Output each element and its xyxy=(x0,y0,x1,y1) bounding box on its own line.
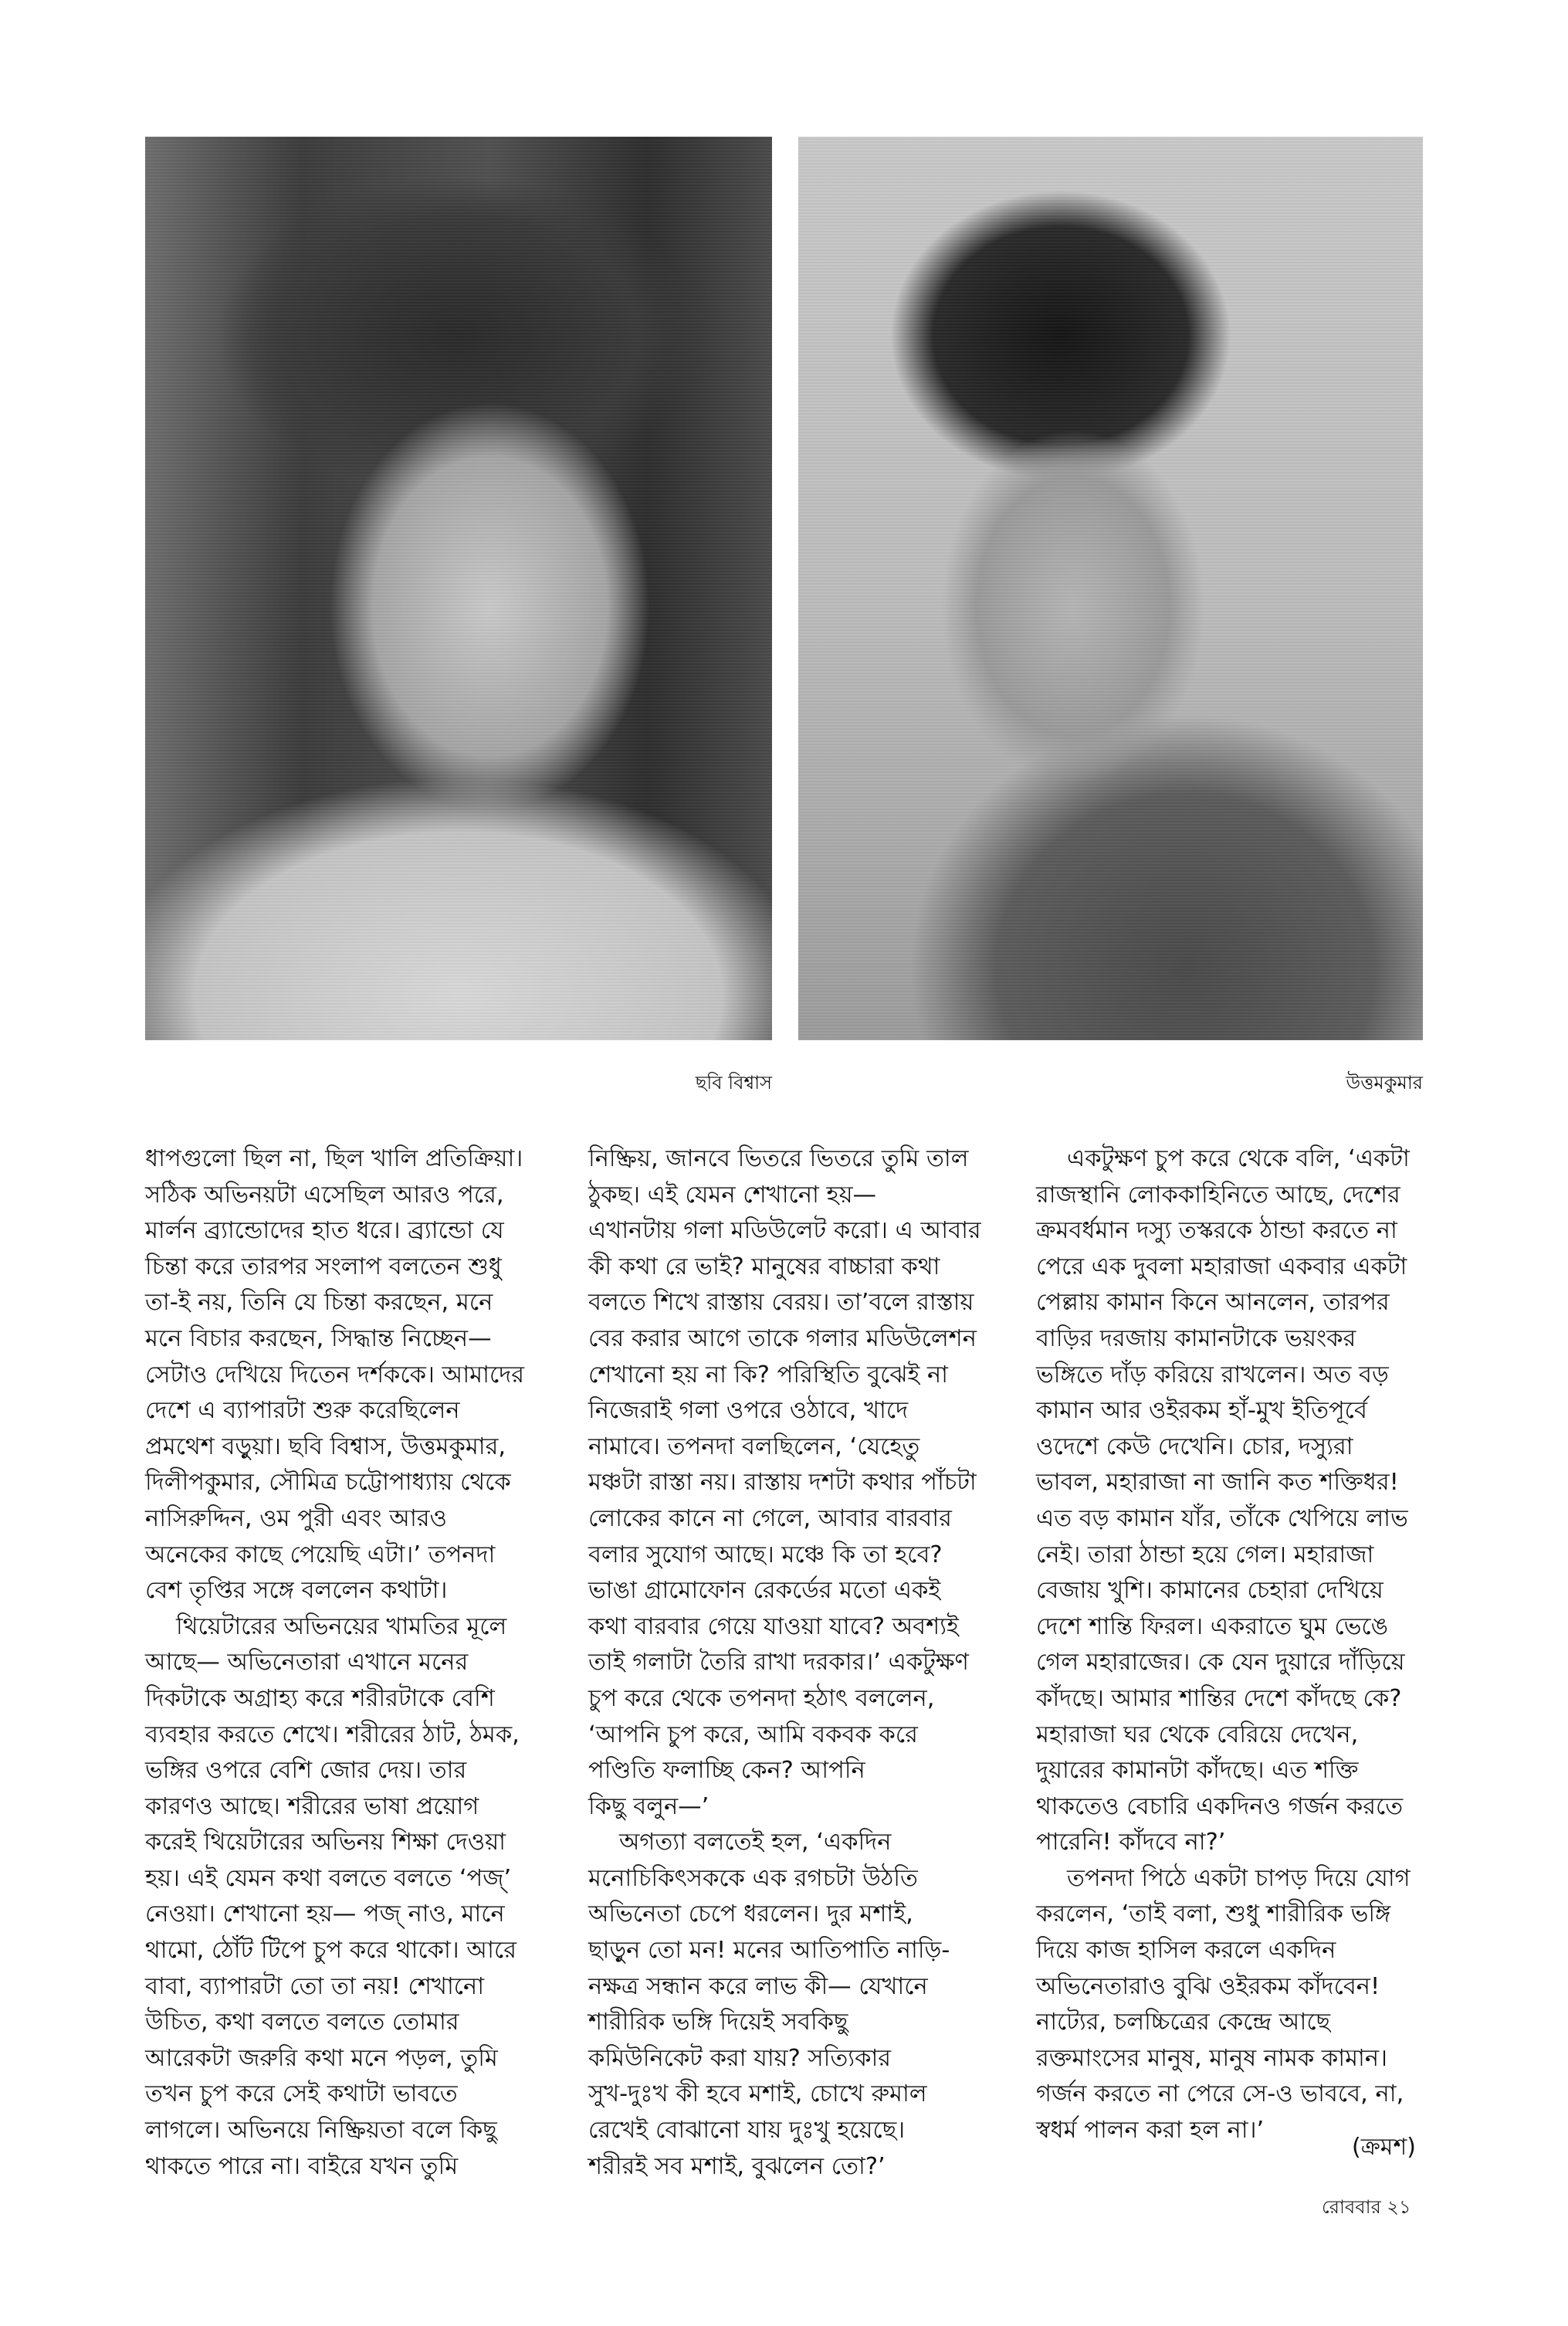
text-line: দিয়ে কাজ হাসিল করলে একদিন xyxy=(1036,1937,1336,1965)
text-line: করেই থিয়েটারের অভিনয় শিক্ষা দেওয়া xyxy=(145,1829,506,1856)
article-column-3 xyxy=(1036,1141,1468,2149)
text-line: নামাবে। তপনদা বলছিলেন, ‘যেহেতু xyxy=(588,1433,920,1460)
text-line: মহারাজা ঘর থেকে বেরিয়ে দেখেন, xyxy=(1036,1721,1359,1748)
text-line: অভিনেতা চেপে ধরলেন। দুর মশাই, xyxy=(588,1900,913,1928)
text-line: থাকতে পারে না। বাইরে যখন তুমি xyxy=(145,2152,459,2180)
text-line: তপনদা পিঠে একটা চাপড় দিয়ে যোগ xyxy=(1067,1864,1411,1892)
text-line: শেখানো হয় না কি? পরিস্থিতি বুঝেই না xyxy=(588,1361,949,1388)
text-line: হয়। এই যেমন কথা বলতে বলতে ‘পজ্’ xyxy=(145,1864,512,1892)
text-line: কামান আর ওইরকম হাঁ-মুখ ইতিপূর্বে xyxy=(1036,1397,1367,1425)
text-line: কমিউনিকেট করা যায়? সত্যিকার xyxy=(588,2044,892,2072)
text-line: ক্রমবর্ধমান দস্যু তস্করকে ঠান্ডা করতে না xyxy=(1036,1217,1397,1245)
text-line: চুপ করে থেকে তপনদা হঠাৎ বললেন, xyxy=(588,1684,935,1712)
text-line: বলার সুযোগ আছে। মঞ্চে কি তা হবে? xyxy=(588,1541,943,1568)
text-line: মার্লন ব্র্যান্ডোদের হাত ধরে। ব্র্যান্ডো যে xyxy=(145,1217,504,1245)
text-line: অগত্যা বলতেই হল, ‘একদিন xyxy=(619,1829,892,1856)
text-line: করলেন, ‘তাই বলা, শুধু শারীরিক ভঙ্গি xyxy=(1036,1900,1391,1928)
photo-texture xyxy=(798,137,1423,1040)
text-line: বেশ তৃপ্তির সঙ্গে বললেন কথাটা। xyxy=(145,1577,448,1605)
text-line: দেশে এ ব্যাপারটা শুরু করেছিলেন xyxy=(145,1397,460,1425)
text-line: বলতে শিখে রাস্তায় বেরয়। তা’বলে রাস্তায় xyxy=(588,1289,974,1317)
text-line: নক্ষত্র সন্ধান করে লাভ কী— যেখানে xyxy=(588,1972,928,2000)
text-line: পেরে এক দুবলা মহারাজা একবার একটা xyxy=(1036,1253,1407,1280)
text-line: রক্তমাংসের মানুষ, মানুষ নামক কামান। xyxy=(1036,2044,1387,2072)
portrait-photo-right xyxy=(798,137,1423,1040)
text-line: পণ্ডিতি ফলাচ্ছি কেন? আপনি xyxy=(588,1757,865,1785)
text-line: ভাঙা গ্রামোফোন রেকর্ডের মতো একই xyxy=(588,1577,941,1605)
page-folio: রোববার ২১ xyxy=(1322,2196,1411,2218)
text-line: নিজেরাই গলা ওপরে ওঠাবে, খাদে xyxy=(588,1397,909,1425)
text-line: রাজস্থানি লোককাহিনিতে আছে, দেশের xyxy=(1036,1181,1400,1209)
text-line: লাগলে। অভিনয়ে নিষ্ক্রিয়তা বলে কিছু xyxy=(145,2117,497,2145)
photo-caption-left: ছবি বিশ্বাস xyxy=(695,1072,772,1093)
text-line: সেটাও দেখিয়ে দিতেন দর্শককে। আমাদের xyxy=(145,1361,525,1388)
text-line: গেল মহারাজের। কে যেন দুয়ারে দাঁড়িয়ে xyxy=(1036,1649,1405,1677)
portrait-photo-left xyxy=(145,137,772,1040)
text-line: পেল্লায় কামান কিনে আনলেন, তারপর xyxy=(1036,1289,1390,1317)
text-line: লোকের কানে না গেলে, আবার বারবার xyxy=(588,1504,952,1532)
continued-label: (ক্রমশ) xyxy=(1352,2134,1416,2161)
text-line: দুয়ারের কামানটা কাঁদছে। এত শক্তি xyxy=(1036,1757,1359,1785)
text-line: পারেনি! কাঁদবে না?’ xyxy=(1036,1829,1226,1856)
text-line: তাই গলাটা তৈরি রাখা দরকার।’ একটুক্ষণ xyxy=(588,1649,969,1677)
text-line: রেখেই বোঝানো যায় দুঃখু হয়েছে। xyxy=(588,2117,906,2145)
text-line: ‘আপনি চুপ করে, আমি বকবক করে xyxy=(588,1721,918,1748)
text-line: প্রমথেশ বড়ুয়া। ছবি বিশ্বাস, উত্তমকুমার, xyxy=(145,1433,506,1460)
text-line: গর্জন করতে না পেরে সে-ও ভাববে, না, xyxy=(1036,2080,1404,2108)
text-line: কথা বারবার গেয়ে যাওয়া যাবে? অবশ্যই xyxy=(588,1612,959,1640)
text-line: কী কথা রে ভাই? মানুষের বাচ্চারা কথা xyxy=(588,1253,940,1280)
text-line: নিষ্ক্রিয়, জানবে ভিতরে ভিতরে তুমি তাল xyxy=(588,1145,969,1172)
text-line: শরীরই সব মশাই, বুঝলেন তো?’ xyxy=(588,2152,886,2180)
text-line: ওদেশে কেউ দেখেনি। চোর, দস্যুরা xyxy=(1036,1433,1353,1460)
article-column-2 xyxy=(588,1141,1021,2185)
text-line: মনে বিচার করছেন, সিদ্ধান্ত নিচ্ছেন— xyxy=(145,1324,492,1352)
text-line: ঠুকছ। এই যেমন শেখানো হয়— xyxy=(588,1181,877,1209)
text-line: আছে— অভিনেতারা এখানে মনের xyxy=(145,1649,469,1677)
text-line: ভাবল, মহারাজা না জানি কত শক্তিধর! xyxy=(1036,1469,1399,1497)
text-line: থিয়েটারের অভিনয়ের খামতির মূলে xyxy=(176,1612,507,1640)
text-line: দিলীপকুমার, সৌমিত্র চট্টোপাধ্যায় থেকে xyxy=(145,1469,511,1497)
text-line: নাসিরুদ্দিন, ওম পুরী এবং আরও xyxy=(145,1504,447,1532)
photo-texture xyxy=(145,137,772,1040)
text-line: ব্যবহার করতে শেখে। শরীরের ঠাট, ঠমক, xyxy=(145,1721,520,1748)
text-line: বাবা, ব্যাপারটা তো তা নয়! শেখানো xyxy=(145,1972,485,2000)
text-line: এখানটায় গলা মডিউলেট করো। এ আবার xyxy=(588,1217,981,1245)
text-line: বেজায় খুশি। কামানের চেহারা দেখিয়ে xyxy=(1036,1577,1383,1605)
text-line: একটুক্ষণ চুপ করে থেকে বলি, ‘একটা xyxy=(1067,1145,1410,1172)
text-line: উচিত, কথা বলতে বলতে তোমার xyxy=(145,2009,459,2036)
text-line: অনেকের কাছে পেয়েছি এটা।’ তপনদা xyxy=(145,1541,496,1568)
text-line: কারণও আছে। শরীরের ভাষা প্রয়োগ xyxy=(145,1792,479,1820)
text-line: বের করার আগে তাকে গলার মডিউলেশন xyxy=(588,1324,977,1352)
text-line: থামো, ঠোঁট টিপে চুপ করে থাকো। আরে xyxy=(145,1937,517,1965)
text-line: এত বড় কামান যাঁর, তাঁকে খেপিয়ে লাভ xyxy=(1036,1504,1408,1532)
text-line: শারীরিক ভঙ্গি দিয়েই সবকিছু xyxy=(588,2009,848,2036)
text-line: তা-ই নয়, তিনি যে চিন্তা করছেন, মনে xyxy=(145,1289,493,1317)
text-line: থাকতেও বেচারি একদিনও গর্জন করতে xyxy=(1036,1792,1404,1820)
article-column-1 xyxy=(145,1141,577,2185)
text-line: বাড়ির দরজায় কামানটাকে ভয়ংকর xyxy=(1036,1324,1356,1352)
photo-caption-right: উত্তমকুমার xyxy=(1346,1072,1423,1093)
text-line: মঞ্চটা রাস্তা নয়। রাস্তায় দশটা কথার পাঁচটা xyxy=(588,1469,977,1497)
text-line: দেশে শান্তি ফিরল। একরাতে ঘুম ভেঙে xyxy=(1036,1612,1389,1640)
text-line: নেওয়া। শেখানো হয়— পজ্ নাও, মানে xyxy=(145,1900,505,1928)
text-line: চিন্তা করে তারপর সংলাপ বলতেন শুধু xyxy=(145,1253,502,1280)
text-line: কাঁদছে। আমার শান্তির দেশে কাঁদছে কে? xyxy=(1036,1684,1402,1712)
text-line: সঠিক অভিনয়টা এসেছিল আরও পরে, xyxy=(145,1181,504,1209)
text-line: ছাড়ুন তো মন! মনের আতিপাতি নাড়ি- xyxy=(588,1937,950,1965)
text-line: নেই। তারা ঠান্ডা হয়ে গেল। মহারাজা xyxy=(1036,1541,1374,1568)
text-line: কিছু বলুন—’ xyxy=(588,1792,709,1820)
text-line: অভিনেতারাও বুঝি ওইরকম কাঁদবেন! xyxy=(1036,1972,1380,2000)
text-line: তখন চুপ করে সেই কথাটা ভাবতে xyxy=(145,2080,458,2108)
text-line: মনোচিকিৎসককে এক রগচটা উঠতি xyxy=(588,1864,918,1892)
text-line: আরেকটা জরুরি কথা মনে পড়ল, তুমি xyxy=(145,2044,498,2072)
text-line: দিকটাকে অগ্রাহ্য করে শরীরটাকে বেশি xyxy=(145,1684,495,1712)
text-line: নাট্যের, চলচ্চিত্রের কেন্দ্রে আছে xyxy=(1036,2009,1331,2036)
text-line: সুখ-দুঃখ কী হবে মশাই, চোখে রুমাল xyxy=(588,2080,927,2108)
text-line: ধাপগুলো ছিল না, ছিল খালি প্রতিক্রিয়া। xyxy=(145,1145,523,1172)
text-line: স্বধর্ম পালন করা হল না।’ xyxy=(1036,2117,1265,2145)
text-line: ভঙ্গিতে দাঁড় করিয়ে রাখলেন। অত বড় xyxy=(1036,1361,1389,1388)
text-line: ভঙ্গির ওপরে বেশি জোর দেয়। তার xyxy=(145,1757,467,1785)
